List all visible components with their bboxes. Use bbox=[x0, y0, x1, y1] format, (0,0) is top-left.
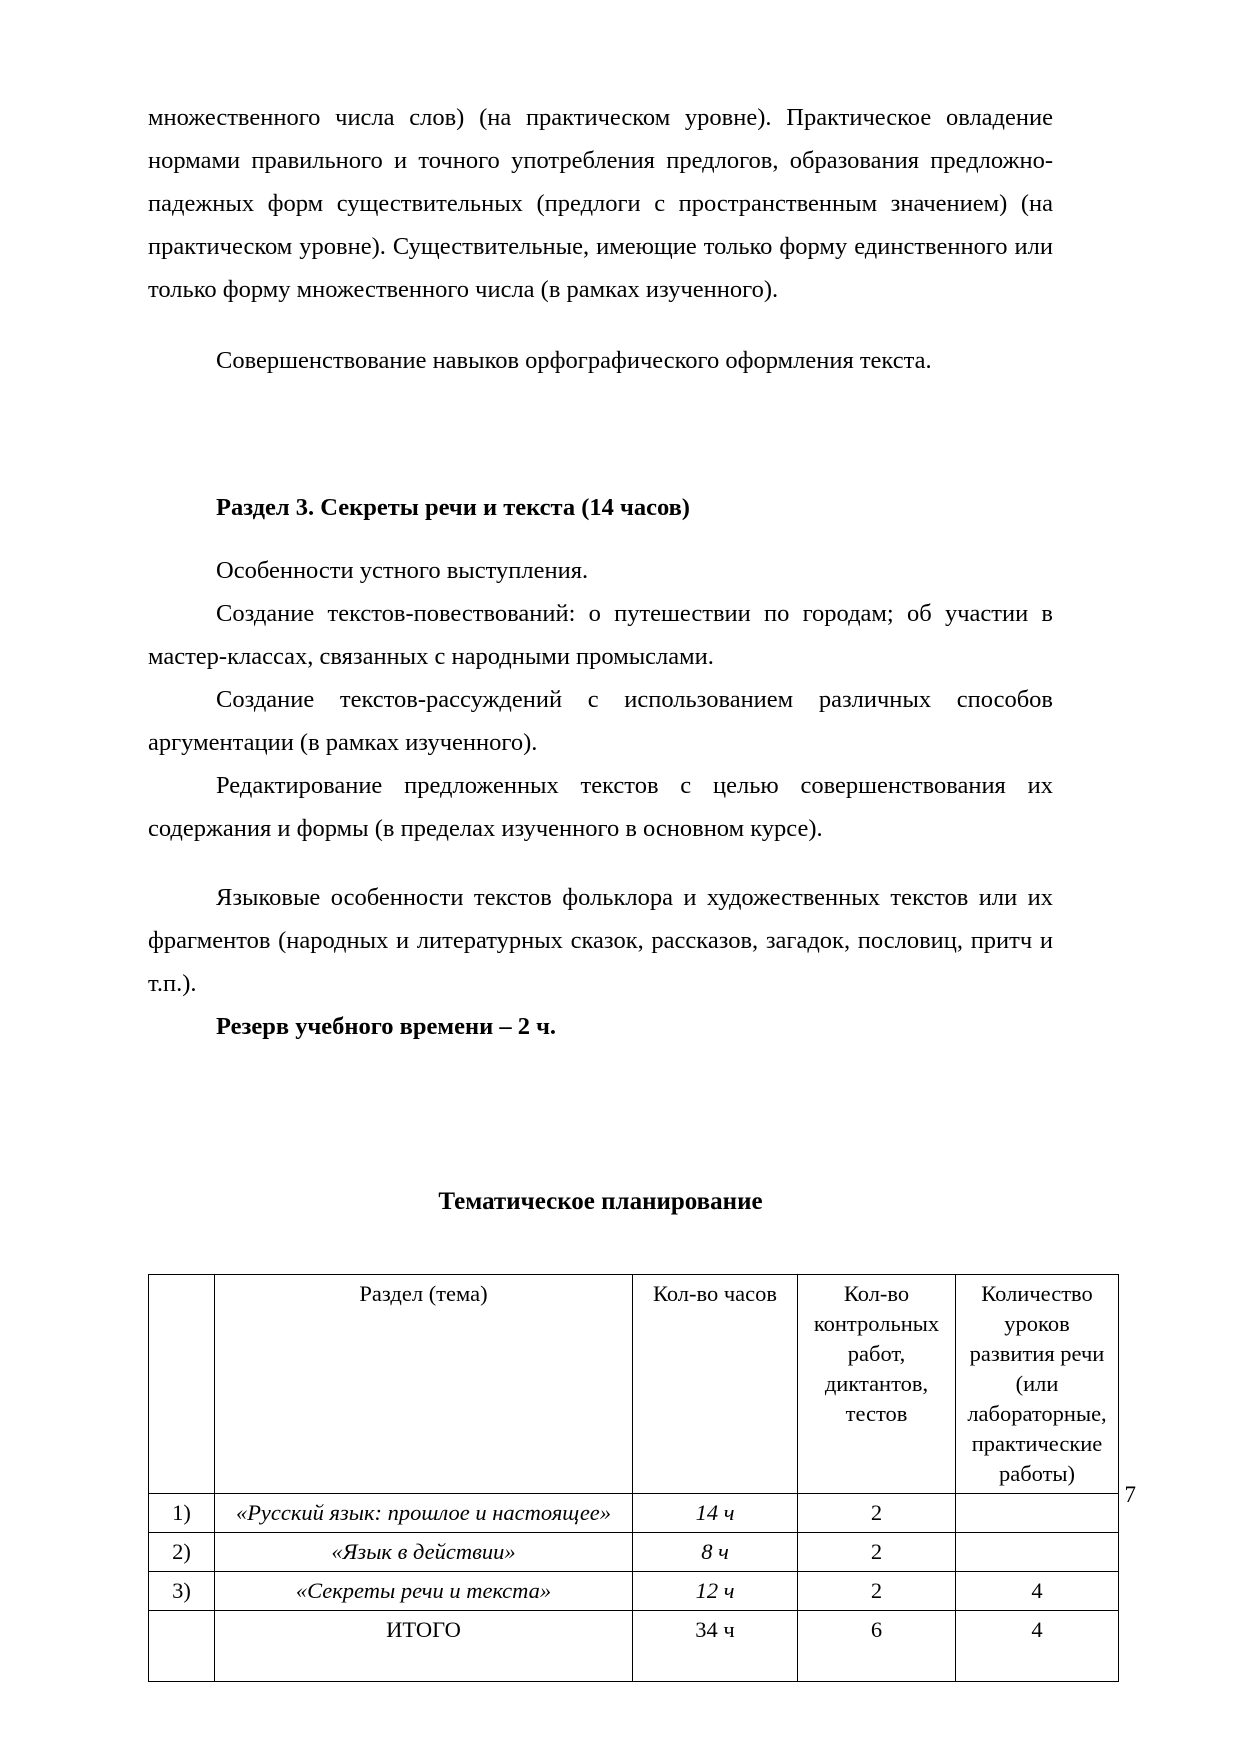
row-theme: «Русский язык: прошлое и настоящее» bbox=[215, 1494, 633, 1533]
paragraph-nouns-prepositions: множественного числа слов) (на практическом уровне). Практическое овладение нормами правильного и точного употребления предлогов, образования предложно-падежных форм существительных (предлоги с пространственным значением) (на практическом уровне). Существительные, имеющие только форму единственного или только форму множественного числа (в рамках изученного). bbox=[148, 104, 1053, 303]
table-row bbox=[149, 1533, 1119, 1572]
paragraph-editing-texts: Редактирование предложенных текстов с целью совершенствования их содержания и формы (в пределах изученного в основном курсе). bbox=[148, 772, 1053, 842]
reserve-time-line: Резерв учебного времени – 2 ч. bbox=[216, 1013, 557, 1040]
table-row bbox=[149, 1572, 1119, 1611]
total-hours: 34 ч bbox=[633, 1611, 798, 1682]
row-theme: «Язык в действии» bbox=[215, 1533, 633, 1572]
section-heading-razdel-3: Раздел 3. Секреты речи и текста (14 часов) bbox=[216, 494, 690, 521]
paragraph-orthography: Совершенствование навыков орфографического оформления текста. bbox=[216, 347, 932, 374]
total-number bbox=[149, 1611, 215, 1682]
thematic-planning-table bbox=[148, 1274, 1119, 1682]
row-speech-development bbox=[956, 1494, 1119, 1533]
column-header-theme: Раздел (тема) bbox=[215, 1275, 633, 1494]
column-header-number bbox=[149, 1275, 215, 1494]
pre-title-gap-2 bbox=[148, 1100, 1053, 1152]
row-control-works: 2 bbox=[798, 1494, 956, 1533]
table-total-row bbox=[149, 1611, 1119, 1682]
table-body bbox=[149, 1494, 1119, 1682]
section-gap-2 bbox=[148, 434, 1053, 486]
page-content bbox=[148, 96, 1107, 1682]
row-number: 3) bbox=[149, 1572, 215, 1611]
paragraph-oral-presentation: Особенности устного выступления. bbox=[216, 557, 589, 584]
row-theme: «Секреты речи и текста» bbox=[215, 1572, 633, 1611]
pre-title-gap-1 bbox=[148, 1048, 1053, 1100]
table-title: Тематическое планирование bbox=[438, 1188, 763, 1215]
post-title-gap bbox=[148, 1222, 1053, 1274]
row-control-works: 2 bbox=[798, 1533, 956, 1572]
paragraph-reasoning-texts: Создание текстов-рассуждений с использованием различных способов аргументации (в рамках изученного). bbox=[148, 686, 1053, 756]
total-control-works: 6 bbox=[798, 1611, 956, 1682]
paragraph-folklore-features: Языковые особенности текстов фольклора и художественных текстов или их фрагментов (народных и литературных сказок, рассказов, загадок, пословиц, притч и т.п.). bbox=[148, 884, 1053, 997]
column-header-speech-development: Количество уроков развития речи (или лабораторные, практические работы) bbox=[956, 1275, 1119, 1494]
row-speech-development bbox=[956, 1533, 1119, 1572]
table-header-row bbox=[149, 1275, 1119, 1494]
row-hours: 8 ч bbox=[633, 1533, 798, 1572]
total-speech-development: 4 bbox=[956, 1611, 1119, 1682]
row-number: 1) bbox=[149, 1494, 215, 1533]
row-speech-development: 4 bbox=[956, 1572, 1119, 1611]
row-hours: 12 ч bbox=[633, 1572, 798, 1611]
paragraph-gap-folklore bbox=[148, 850, 1053, 876]
table-head bbox=[149, 1275, 1119, 1494]
section-gap bbox=[148, 382, 1053, 434]
pre-title-gap-3 bbox=[148, 1152, 1053, 1182]
column-header-hours: Кол-во часов bbox=[633, 1275, 798, 1494]
column-header-control-works: Кол-во контрольных работ, диктантов, тестов bbox=[798, 1275, 956, 1494]
table-row bbox=[149, 1494, 1119, 1533]
row-control-works: 2 bbox=[798, 1572, 956, 1611]
row-hours: 14 ч bbox=[633, 1494, 798, 1533]
paragraph-narrative-texts: Создание текстов-повествований: о путешествии по городам; об участии в мастер-классах, связанных с народными промыслами. bbox=[148, 600, 1053, 670]
row-number: 2) bbox=[149, 1533, 215, 1572]
paragraph-gap bbox=[148, 311, 1053, 339]
total-label: ИТОГО bbox=[215, 1611, 633, 1682]
page-number: 7 bbox=[1124, 1482, 1136, 1507]
heading-gap bbox=[148, 529, 1053, 549]
